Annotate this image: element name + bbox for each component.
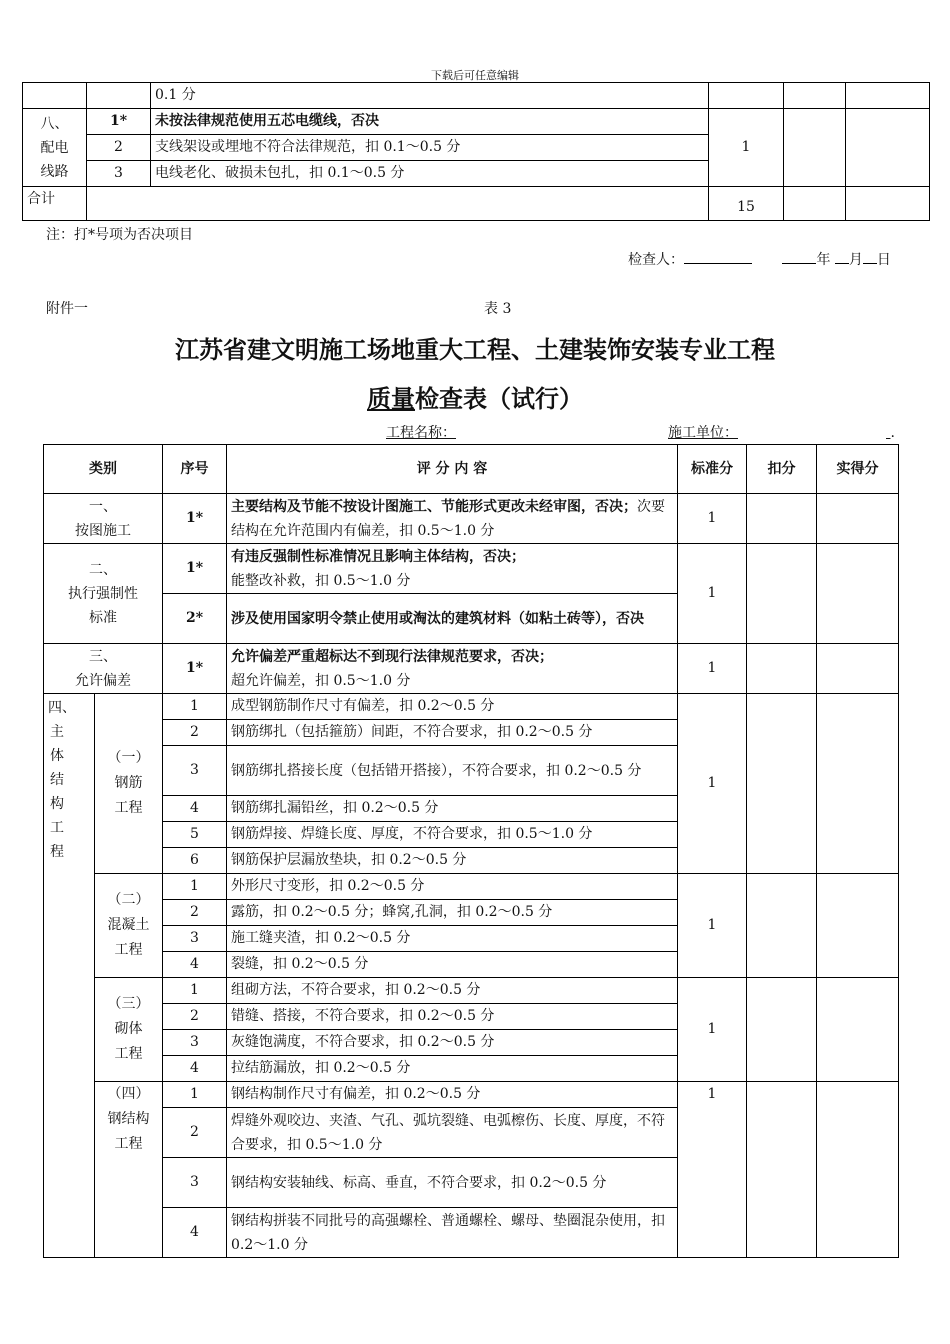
item-text: 钢筋保护层漏放垫块，扣 0.2～0.5 分 (227, 848, 678, 874)
item-number: 3 (163, 1158, 227, 1208)
header-number: 序号 (163, 445, 227, 494)
category-cell: 三、 允许偏差 (44, 644, 163, 694)
item-number: 1 (163, 1082, 227, 1108)
standard-score: 1 (678, 644, 747, 694)
item-text: 施工缝夹渣，扣 0.2～0.5 分 (227, 926, 678, 952)
previous-table (22, 82, 930, 221)
total-label: 合计 (23, 187, 87, 221)
item-text: 主要结构及节能不按设计图施工、节能形式更改未经审图，否决；次要结构在允许范围内有偏差，扣 0.5～1.0 分 (227, 494, 678, 544)
year-label: 年 (816, 252, 831, 268)
item-number: 5 (163, 822, 227, 848)
day-label: 日 (876, 252, 891, 268)
item-text: 成型钢筋制作尺寸有偏差，扣 0.2～0.5 分 (227, 694, 678, 720)
table-row (44, 544, 899, 594)
cell-text: 0.1 分 (151, 83, 709, 109)
table-row (44, 694, 899, 720)
subcategory-rebar: （一） 钢筋 工程 (95, 694, 163, 874)
item-number: 2 (87, 135, 151, 161)
table-row (44, 874, 899, 900)
item-number: 6 (163, 848, 227, 874)
item-text: 组砌方法，不符合要求，扣 0.2～0.5 分 (227, 978, 678, 1004)
item-text: 未按法律规范使用五芯电缆线，否决 (151, 109, 709, 135)
header-content: 评 分 内 容 (227, 445, 678, 494)
item-number: 4 (163, 952, 227, 978)
item-number: 1 (163, 694, 227, 720)
item-number: 3 (87, 161, 151, 187)
inspector-label: 检查人： (628, 252, 684, 268)
item-text: 钢结构拼装不同批号的高强螺栓、普通螺栓、螺母、垫圈混杂使用，扣 0.2～1.0 分 (227, 1208, 678, 1258)
item-number: 3 (163, 1030, 227, 1056)
standard-score: 1 (678, 544, 747, 644)
header-actual: 实得分 (817, 445, 899, 494)
table-row (44, 978, 899, 1004)
standard-score: 1 (678, 694, 747, 874)
item-number: 2* (163, 594, 227, 644)
item-number: 1* (163, 494, 227, 544)
item-text: 灰缝饱满度，不符合要求，扣 0.2～0.5 分 (227, 1030, 678, 1056)
category-cell: 一、 按图施工 (44, 494, 163, 544)
item-text: 支线架设或埋地不符合法律规范，扣 0.1～0.5 分 (151, 135, 709, 161)
item-number: 4 (163, 1208, 227, 1258)
inspector-line (628, 249, 891, 269)
footnote: 注：打*号项为否决项目 (46, 227, 193, 243)
item-text: 钢结构安装轴线、标高、垂直，不符合要求，扣 0.2～0.5 分 (227, 1158, 678, 1208)
project-name-label: 工程名称： (386, 425, 456, 441)
item-text: 涉及使用国家明令禁止使用或淘汰的建筑材料（如粘土砖等），否决 (227, 594, 678, 644)
table-number: 表 3 (484, 301, 512, 317)
table-row (23, 187, 930, 221)
annex-label: 附件一 (46, 301, 88, 317)
item-text: 裂缝，扣 0.2～0.5 分 (227, 952, 678, 978)
subcategory-concrete: （二） 混凝土 工程 (95, 874, 163, 978)
table-row (44, 644, 899, 694)
total-value: 15 (709, 187, 784, 221)
header-category: 类别 (44, 445, 163, 494)
standard-score: 1 (678, 1082, 747, 1258)
subcategory-steel: （四） 钢结构 工程 (95, 1082, 163, 1258)
item-text: 钢筋绑扎（包括箍筋）间距，不符合要求，扣 0.2～0.5 分 (227, 720, 678, 746)
item-number: 3 (163, 746, 227, 796)
item-text: 允许偏差严重超标达不到现行法律规范要求，否决； 超允许偏差，扣 0.5～1.0 分 (227, 644, 678, 694)
item-text: 错缝、搭接，不符合要求，扣 0.2～0.5 分 (227, 1004, 678, 1030)
item-text: 拉结筋漏放，扣 0.2～0.5 分 (227, 1056, 678, 1082)
month-label: 月 (848, 252, 863, 268)
table-row (44, 494, 899, 544)
item-number: 2 (163, 1108, 227, 1158)
standard-score: 1 (678, 978, 747, 1082)
item-text: 钢筋绑扎漏铅丝，扣 0.2～0.5 分 (227, 796, 678, 822)
item-text: 电线老化、破损未包扎，扣 0.1～0.5 分 (151, 161, 709, 187)
standard-score: 1 (709, 109, 784, 187)
item-text: 露筋，扣 0.2～0.5 分；蜂窝,孔洞，扣 0.2～0.5 分 (227, 900, 678, 926)
standard-score: 1 (678, 874, 747, 978)
item-text: 外形尺寸变形，扣 0.2～0.5 分 (227, 874, 678, 900)
header-standard: 标准分 (678, 445, 747, 494)
item-number: 2 (163, 900, 227, 926)
document-subtitle: 质量检查表（试行） (367, 385, 583, 413)
item-number: 2 (163, 1004, 227, 1030)
item-text: 有违反强制性标准情况且影响主体结构，否决； 能整改补救，扣 0.5～1.0 分 (227, 544, 678, 594)
item-text: 钢筋焊接、焊缝长度、厚度，不符合要求，扣 0.5～1.0 分 (227, 822, 678, 848)
item-text: 钢结构制作尺寸有偏差，扣 0.2～0.5 分 (227, 1082, 678, 1108)
table-row (44, 1082, 899, 1108)
item-number: 1* (163, 644, 227, 694)
main-structure-category: 四、主体结构工程 (44, 694, 95, 1258)
item-number: 3 (163, 926, 227, 952)
construction-unit-label: 施工单位： (668, 425, 738, 441)
item-number: 1 (163, 978, 227, 1004)
item-number: 4 (163, 796, 227, 822)
category-cell: 八、 配电 线路 (23, 109, 87, 187)
header-deduct: 扣分 (747, 445, 817, 494)
item-number: 2 (163, 720, 227, 746)
item-number: 1 (163, 874, 227, 900)
item-text: 焊缝外观咬边、夹渣、气孔、弧坑裂缝、电弧檫伤、长度、厚度，不符合要求，扣 0.5～1.0 分 (227, 1108, 678, 1158)
document-title: 江苏省建文明施工场地重大工程、土建装饰安装专业工程 (175, 336, 775, 364)
table-header-row (44, 445, 899, 494)
item-number: 1* (163, 544, 227, 594)
item-text: 钢筋绑扎搭接长度（包括错开搭接），不符合要求，扣 0.2～0.5 分 (227, 746, 678, 796)
project-line: 工程名称： 施工单位： . (386, 425, 895, 441)
table-row (23, 83, 930, 109)
item-number: 4 (163, 1056, 227, 1082)
standard-score: 1 (678, 494, 747, 544)
table-row (23, 109, 930, 135)
item-number: 1* (87, 109, 151, 135)
category-cell: 二、 执行强制性 标准 (44, 544, 163, 644)
quality-check-table (43, 444, 899, 1258)
header-note: 下载后可任意编辑 (431, 69, 519, 82)
subcategory-masonry: （三） 砌体 工程 (95, 978, 163, 1082)
